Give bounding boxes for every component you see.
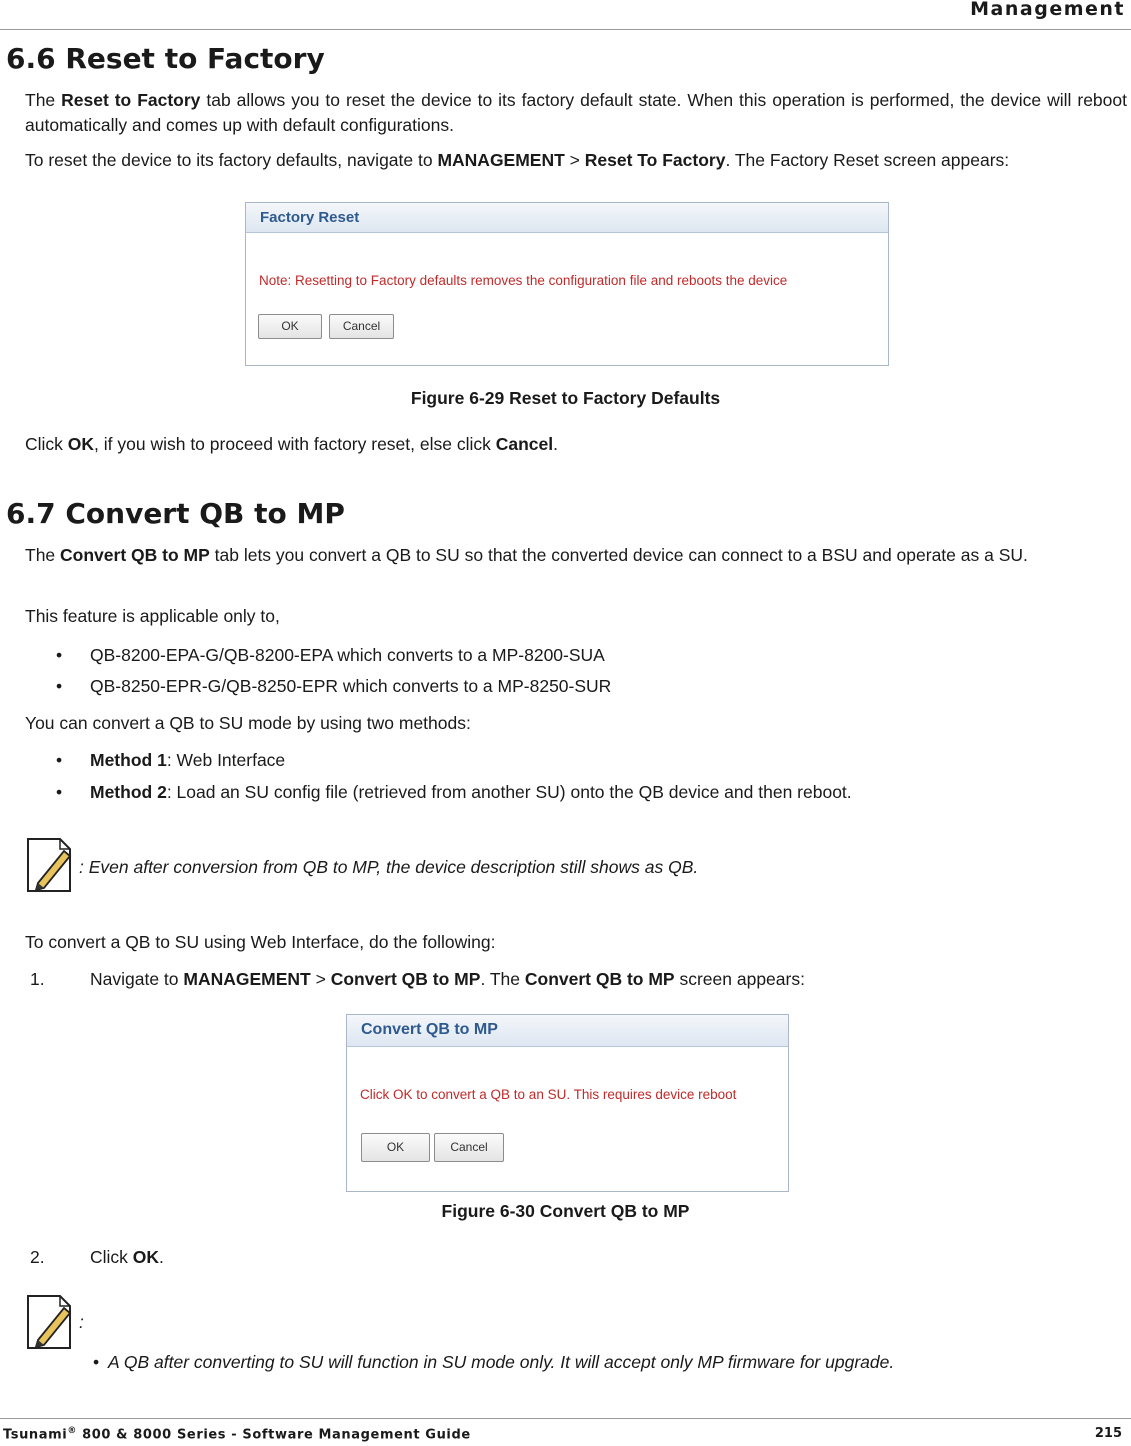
paragraph-reset-click-ok: Click OK, if you wish to proceed with factory reset, else click Cancel. [25,434,558,454]
section-heading-convert-qb-to-mp: 6.7 Convert QB to MP [6,497,345,530]
list-item-qb-8200: QB-8200-EPA-G/QB-8200-EPA which converts to a MP-8200-SUA [90,645,605,665]
paragraph-convert-intro: The Convert QB to MP tab lets you convert a QB to SU so that the converted device can connect to a BSU and operate as a SU. [25,545,1028,565]
paragraph-reset-navigate: To reset the device to its factory defaults, navigate to MANAGEMENT > Reset To Factory. The Factory Reset screen appears: [25,150,1010,170]
factory-reset-panel-title: Factory Reset [260,209,360,226]
running-header: Management [970,0,1125,20]
paragraph-applicable: This feature is applicable only to, [25,606,280,626]
factory-reset-cancel-button[interactable]: Cancel [329,314,394,339]
paragraph-web-interface-steps: To convert a QB to SU using Web Interface, do the following: [25,932,496,952]
note-colon: : [79,1312,84,1332]
factory-reset-panel-header [246,203,888,233]
convert-ok-button[interactable]: OK [361,1133,430,1162]
bullet-dot: • [56,782,63,802]
note-pencil-icon [26,1294,72,1350]
bullet-dot: • [93,1352,100,1372]
list-item-method-1: Method 1: Web Interface [90,750,286,770]
factory-reset-ok-button[interactable]: OK [258,314,322,339]
convert-cancel-button[interactable]: Cancel [434,1133,504,1162]
bullet-dot: • [56,750,63,770]
note-su-mode-only: A QB after converting to SU will function in SU mode only. It will accept only MP firmware for upgrade. [108,1352,895,1372]
note-conversion-description: : Even after conversion from QB to MP, the device description still shows as QB. [79,857,699,877]
convert-panel-note: Click OK to convert a QB to an SU. This requires device reboot [360,1087,737,1102]
header-rule [0,29,1131,30]
section-heading-reset-to-factory: 6.6 Reset to Factory [6,42,325,75]
footer-guide-title: Tsunami® 800 & 8000 Series - Software Management Guide [3,1426,471,1443]
step-1-text: Navigate to MANAGEMENT > Convert QB to MP. The Convert QB to MP screen appears: [90,969,805,989]
factory-reset-note: Note: Resetting to Factory defaults removes the configuration file and reboots the device [259,273,788,288]
step-number-2: 2. [30,1247,45,1267]
list-item-method-2: Method 2: Load an SU config file (retrieved from another SU) onto the QB device and then reboot. [90,782,852,802]
bullet-dot: • [56,645,63,665]
page-number: 215 [1094,1426,1122,1441]
step-2-text: Click OK. [90,1247,164,1267]
list-item-qb-8250: QB-8250-EPR-G/QB-8250-EPR which converts to a MP-8250-SUR [90,676,612,696]
convert-panel-header [347,1015,788,1047]
figure-caption-6-29: Figure 6-29 Reset to Factory Defaults [410,388,721,408]
paragraph-reset-intro: The Reset to Factory tab allows you to reset the device to its factory default state. When this operation is performed, the device will reboot automatically and comes up with default configurations. [25,90,1127,135]
figure-caption-6-30: Figure 6-30 Convert QB to MP [441,1201,690,1221]
factory-reset-panel [245,202,889,366]
paragraph-methods: You can convert a QB to SU mode by using two methods: [25,713,471,733]
convert-qb-to-mp-panel [346,1014,789,1192]
note-pencil-icon [26,837,72,893]
convert-panel-title: Convert QB to MP [361,1021,498,1038]
step-number-1: 1. [30,969,45,989]
bullet-dot: • [56,676,63,696]
footer-rule [0,1418,1131,1419]
